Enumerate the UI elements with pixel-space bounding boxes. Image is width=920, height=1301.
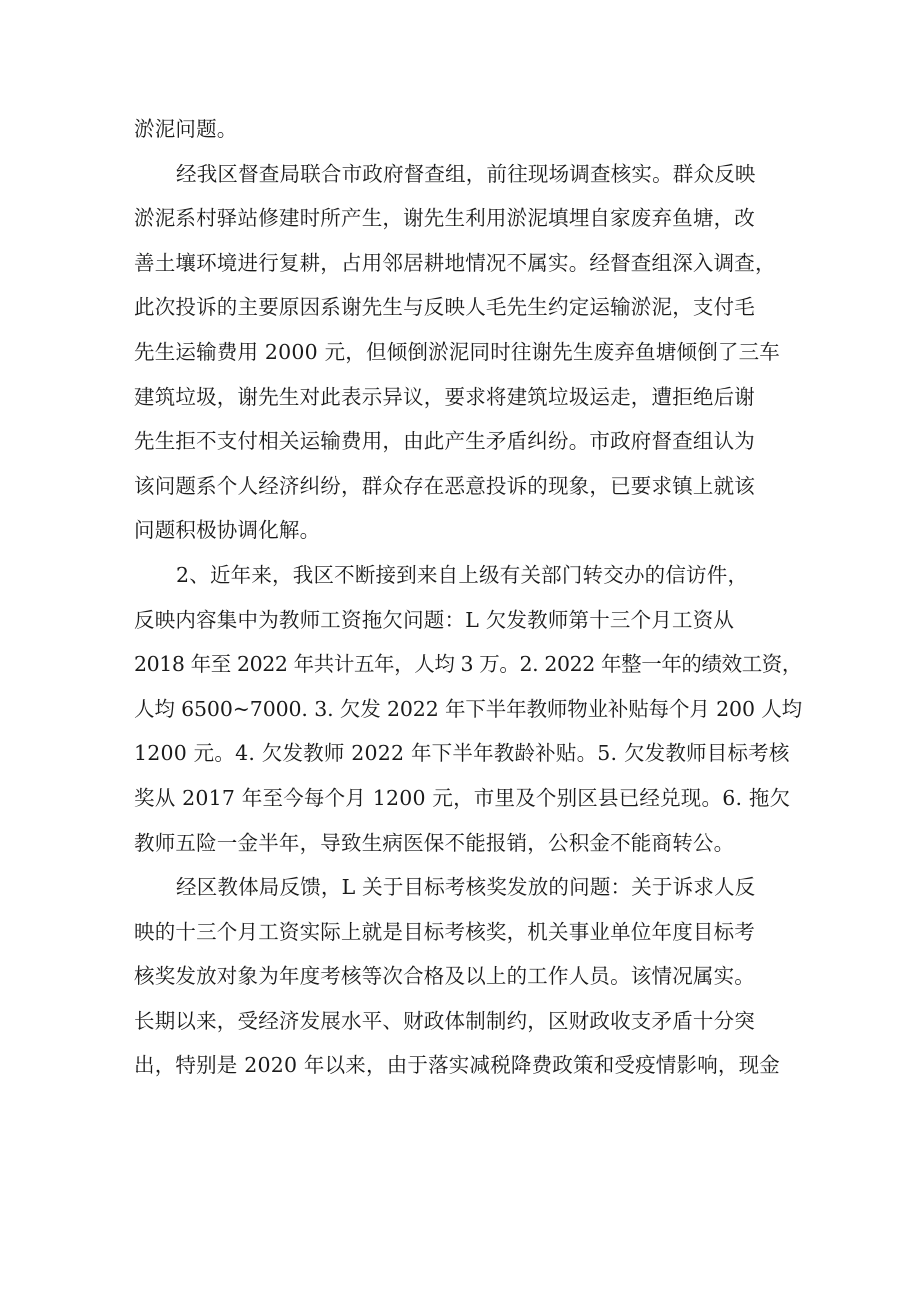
text-line: 奖从 2017 年至今每个月 1200 元，市里及个别区县已经兑现。6. 拖欠 — [134, 785, 791, 810]
text-line: 先生拒不支付相关运输费用，由此产生矛盾纠纷。市政府督查组认为 — [134, 429, 755, 454]
text-line: 善土壤环境进行复耕，占用邻居耕地情况不属实。经督查组深入调查， — [134, 250, 776, 275]
text-line: 淤泥问题。 — [134, 117, 238, 141]
text-line: 映的十三个月工资实际上就是目标考核奖，机关事业单位年度目标考 — [134, 919, 755, 944]
text-line: 该问题系个人经济纠纷，群众存在恶意投诉的现象，已要求镇上就该 — [134, 473, 755, 498]
text-line: 此次投诉的主要原因系谢先生与反映人毛先生约定运输淤泥，支付毛 — [134, 295, 755, 320]
text-line: 1200 元。4. 欠发教师 2022 年下半年教龄补贴。5. 欠发教师目标考核 — [134, 741, 790, 766]
text-line: 人均 6500~7000. 3. 欠发 2022 年下半年教师物业补贴每个月 200 人均 — [134, 696, 802, 721]
text-line: 核奖发放对象为年度考核等次合格及以上的工作人员。该情况属实。 — [134, 964, 755, 989]
text-line: 2018 年至 2022 年共计五年，人均 3 万。2. 2022 年整一年的绩效工资， — [134, 652, 802, 677]
text-line: 建筑垃圾，谢先生对此表示异议，要求将建筑垃圾运走，遭拒绝后谢 — [134, 384, 755, 409]
text-line: 2、近年来，我区不断接到来自上级有关部门转交办的信访件， — [176, 562, 749, 587]
text-line: 反映内容集中为教师工资拖欠问题：L 欠发教师第十三个月工资从 — [134, 607, 735, 632]
text-line: 出，特别是 2020 年以来，由于落实减税降费政策和受疫情影响，现金 — [134, 1053, 781, 1078]
document-body — [134, 107, 802, 1088]
text-line: 先生运输费用 2000 元，但倾倒淤泥同时往谢先生废弃鱼塘倾倒了三车 — [134, 339, 781, 364]
text-line: 淤泥系村驿站修建时所产生，谢先生利用淤泥填埋自家废弃鱼塘，改 — [134, 206, 755, 231]
text-line: 经区教体局反馈，L 关于目标考核奖发放的问题：关于诉求人反 — [176, 875, 756, 900]
text-line: 问题积极协调化解。 — [134, 518, 321, 543]
paragraph-1 — [134, 152, 802, 553]
text-line: 经我区督查局联合市政府督查组，前往现场调查核实。群众反映 — [176, 161, 756, 186]
text-line: 长期以来，受经济发展水平、财政体制制约，区财政收支矛盾十分突 — [134, 1008, 755, 1033]
text-line: 教师五险一金半年，导致生病医保不能报销，公积金不能商转公。 — [134, 830, 735, 855]
paragraph-3 — [134, 865, 802, 1088]
paragraph-0 — [134, 107, 802, 152]
paragraph-2 — [134, 553, 802, 865]
